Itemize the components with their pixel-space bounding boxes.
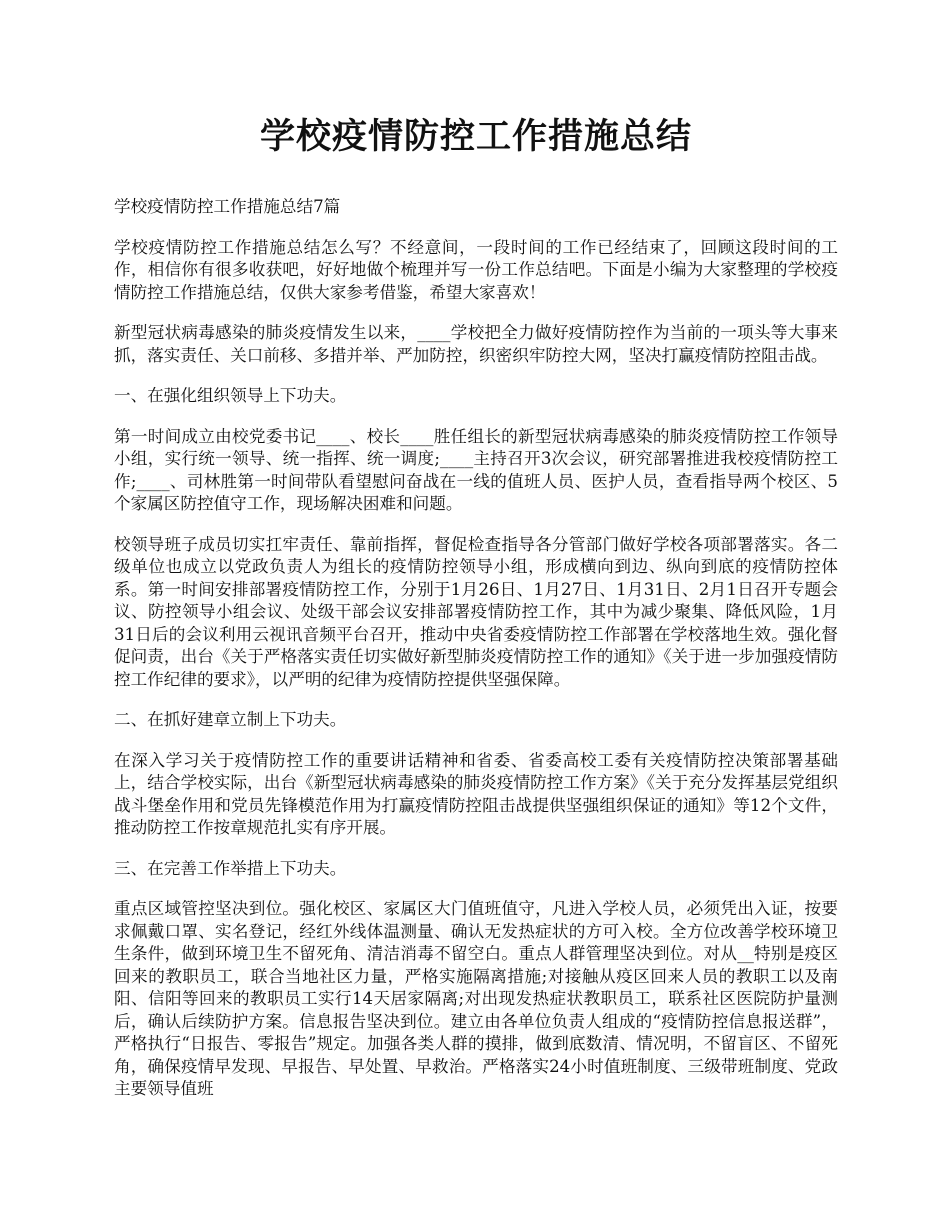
section-heading-2: 二、在抓好建章立制上下功夫。: [114, 710, 347, 729]
section-heading-1: 一、在强化组织领导上下功夫。: [114, 386, 347, 405]
section-heading-3: 三、在完善工作举措上下功夫。: [114, 858, 347, 878]
section-1-paragraph-2: 校领导班子成员切实扛牢责任、靠前指挥，督促检查指导各分管部门做好学校各项部署落实。各二级单位也成立以党政负责人为组长的疫情防控领导小组，形成横向到边、纵向到底的疫情防控体系。第一时间安排部署疫情防控工作，分别于1月26日、1月27日、1月31日、2月1日召开专题会议、防控领导小组会议、处级干部会议安排部署疫情防控工作，其中为减少聚集、降低风险，1月31日后的会议利用云视讯音频平台召开，推动中央省委疫情防控工作部署在学校落地生效。强化督促问责，出台《关于严格落实责任切实做好新型肺炎疫情防控工作的通知》《关于进一步加强疫情防控工作纪律的要求》，以严明的纪律为疫情防控提供坚强保障。: [114, 534, 838, 689]
document-title: 学校疫情防控工作措施总结: [259, 116, 692, 157]
document-subtitle: 学校疫情防控工作措施总结7篇: [114, 197, 341, 216]
section-2-paragraph-1: 在深入学习关于疫情防控工作的重要讲话精神和省委、省委高校工委有关疫情防控决策部署基础上，结合学校实际，出台《新型冠状病毒感染的肺炎疫情防控工作方案》《关于充分发挥基层党组织战斗堡垒作用和党员先锋模范作用为打赢疫情防控阻击战提供坚强组织保证的通知》等12个文件，推动防控工作按章规范扎实有序开展。: [114, 750, 838, 837]
intro-paragraph: 学校疫情防控工作措施总结怎么写？不经意间，一段时间的工作已经结束了，回顾这段时间的工作，相信你有很多收获吧，好好地做个梳理并写一份工作总结吧。下面是小编为大家整理的学校疫情防控工作措施总结，仅供大家参考借鉴，希望大家喜欢！: [114, 237, 838, 302]
document-page: [114, 108, 838, 1119]
section-1-paragraph-1: 第一时间成立由校党委书记____、校长____胜任组长的新型冠状病毒感染的肺炎疫情防控工作领导小组，实行统一领导、统一指挥、统一调度;____主持召开3次会议，研究部署推进我校疫情防控工作;____、司林胜第一时间带队看望慰问奋战在一线的值班人员、医护人员，查看指导两个校区、5个家属区防控值守工作，现场解决困难和问题。: [114, 426, 838, 513]
section-3-paragraph-1: 重点区域管控坚决到位。强化校区、家属区大门值班值守，凡进入学校人员，必须凭出入证，按要求佩戴口罩、实名登记，经红外线体温测量、确认无发热症状的方可入校。全方位改善学校环境卫生条件，做到环境卫生不留死角、清洁消毒不留空白。重点人群管理坚决到位。对从__特别是疫区回来的教职员工，联合当地社区力量，严格实施隔离措施;对接触从疫区回来人员的教职工以及南阳、信阳等回来的教职员工实行14天居家隔离;对出现发热症状教职员工，联系社区医院防护量测后，确认后续防护方案。信息报告坚决到位。建立由各单位负责人组成的“疫情防控信息报送群”，严格执行“日报告、零报告”规定。加强各类人群的摸排，做到底数清、情况明，不留盲区、不留死角，确保疫情早发现、早报告、早处置、早救治。严格落实24小时值班制度、三级带班制度、党政主要领导值班: [114, 899, 838, 1098]
background-paragraph: 新型冠状病毒感染的肺炎疫情发生以来，____学校把全力做好疫情防控作为当前的一项头等大事来抓，落实责任、关口前移、多措并举、严加防控，织密织牢防控大网，坚决打赢疫情防控阻击战。: [114, 323, 838, 365]
